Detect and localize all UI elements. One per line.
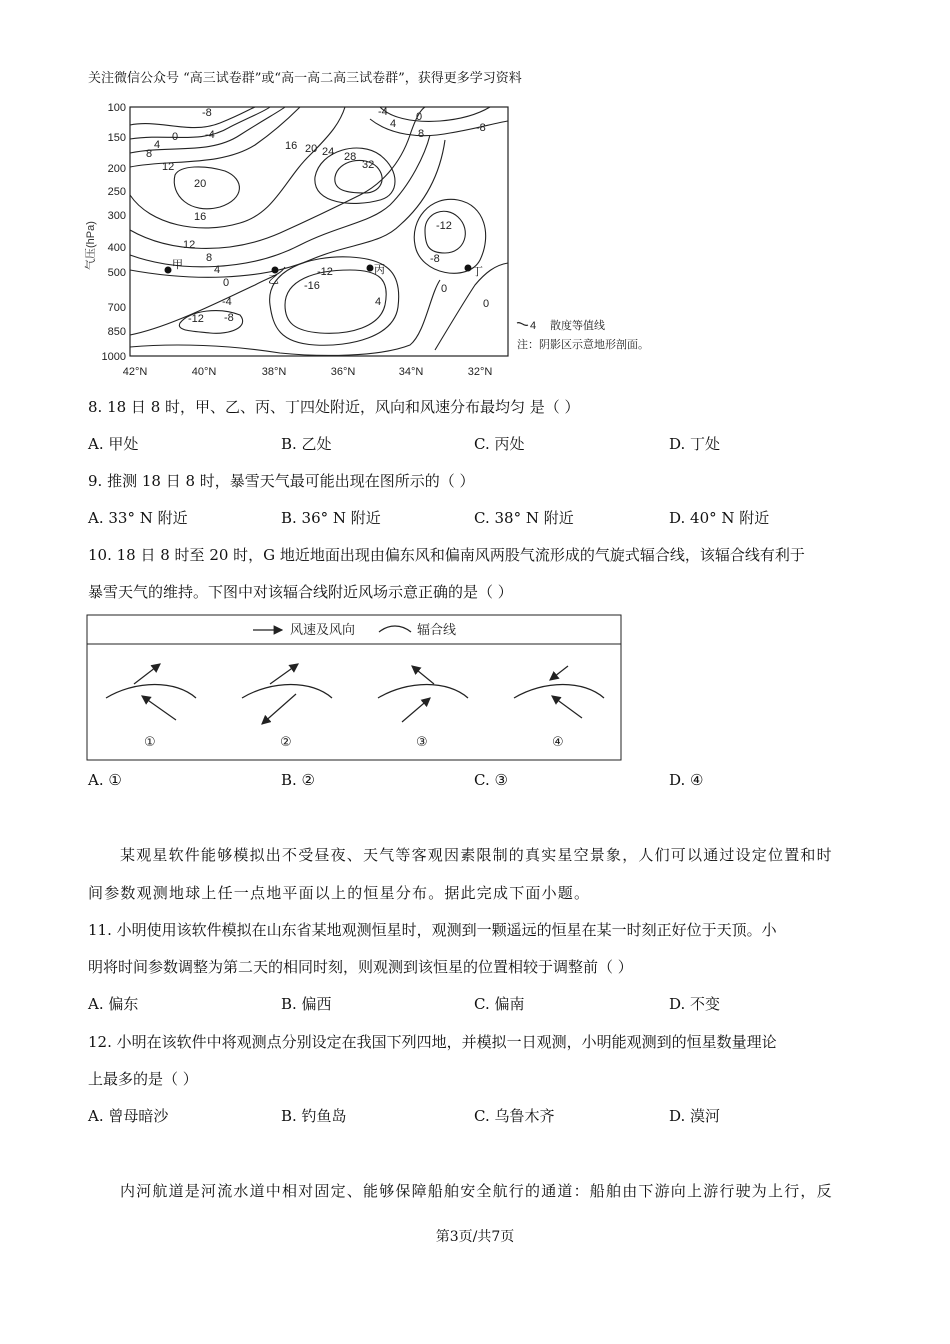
q8-stem: 8. 18 日 8 时，甲、乙、丙、丁四处附近，风向和风速分布最均匀 是（ ） <box>88 398 580 416</box>
q11-option-d[interactable]: D. 不变 <box>669 995 721 1013</box>
contour-label: 12 <box>183 239 196 251</box>
q11-stem-line1: 11. 小明使用该软件模拟在山东省某地观测恒星时，观测到一颗遥远的恒星在某一时刻正好位于天顶。小 <box>88 921 777 939</box>
legend-value: 4 <box>530 320 537 332</box>
convergence-curve <box>514 685 604 699</box>
contour-label: -12 <box>317 266 333 278</box>
passage2-line1: 内河航道是河流水道中相对固定、能够保障船舶安全航行的通道：船舶由下游向上游行驶为上行，反 <box>120 1182 833 1200</box>
contour-label: -4 <box>378 106 388 118</box>
contour-label: -8 <box>430 253 440 265</box>
chart-note: 注：阴影区示意地形剖面。 <box>517 339 649 351</box>
contour-label: 4 <box>375 296 382 308</box>
chart-legend <box>517 318 649 351</box>
contour-label: -4 <box>205 129 215 141</box>
contour-label: 4 <box>154 139 161 151</box>
contour-label: 16 <box>194 211 207 223</box>
q8-option-d[interactable]: D. 丁处 <box>669 435 721 453</box>
convergence-curve <box>378 685 468 699</box>
contour-label: 20 <box>194 178 207 190</box>
q8-option-c[interactable]: C. 丙处 <box>474 435 525 453</box>
page-number: 第3页/共7页 <box>435 1229 515 1245</box>
point-ding <box>465 265 472 272</box>
contour-label: -12 <box>436 220 452 232</box>
q10-option-c[interactable]: C. ③ <box>474 771 508 789</box>
y-axis-label: 气压(hPa) <box>85 221 97 270</box>
y-tick: 250 <box>107 186 126 198</box>
wind-arrow <box>412 666 434 684</box>
contour-label: -12 <box>188 313 204 325</box>
q11-stem-line2: 明将时间参数调整为第二天的相同时刻，则观测到该恒星的位置相较于调整前（ ） <box>88 958 633 976</box>
contour-label: 0 <box>483 298 490 310</box>
x-tick: 32°N <box>467 366 493 378</box>
x-tick: 34°N <box>398 366 424 378</box>
panel-label: ④ <box>552 734 564 749</box>
contour-label: 0 <box>416 111 423 123</box>
x-ticks <box>123 366 493 378</box>
wind-arrow <box>142 696 176 720</box>
q8-option-b[interactable]: B. 乙处 <box>281 435 332 453</box>
contour-label: 20 <box>305 143 318 155</box>
passage1-line1: 某观星软件能够模拟出不受昼夜、天气等客观因素限制的真实星空景象，人们可以通过设定位置和时 <box>120 846 833 864</box>
x-tick: 40°N <box>191 366 217 378</box>
contour-label: 8 <box>418 128 425 140</box>
wind-arrow <box>552 696 582 718</box>
point-label: 丙 <box>374 264 385 276</box>
q10-stem-line1: 10. 18 日 8 时至 20 时，G 地近地面出现由偏东风和偏南风两股气流形成的气旋式辐合线，该辐合线有利于 <box>88 546 805 564</box>
q11-option-c[interactable]: C. 偏南 <box>474 995 525 1013</box>
y-tick: 150 <box>107 132 126 144</box>
contour-label: 8 <box>146 148 153 160</box>
convergence-curve <box>106 685 196 699</box>
wind-arrow <box>402 698 430 722</box>
contour-label: -16 <box>304 280 320 292</box>
q12-option-d[interactable]: D. 漠河 <box>669 1107 721 1125</box>
q12-stem-line2: 上最多的是（ ） <box>88 1070 198 1088</box>
contour-label: 0 <box>441 283 448 295</box>
panel-label: ③ <box>416 734 428 749</box>
point-label: 丁 <box>472 266 483 278</box>
legend-curve-label: 辐合线 <box>417 622 457 637</box>
header-note: 关注微信公众号 “高三试卷群”或“高一高二高三试卷群”，获得更多学习资料 <box>88 71 522 86</box>
q10-option-d[interactable]: D. ④ <box>669 771 704 789</box>
y-ticks <box>102 102 126 363</box>
q12-option-b[interactable]: B. 钓鱼岛 <box>281 1107 347 1125</box>
point-jia <box>165 267 172 274</box>
y-tick: 100 <box>107 102 126 114</box>
q11-option-b[interactable]: B. 偏西 <box>281 995 332 1013</box>
contour-label: 16 <box>285 140 298 152</box>
wind-arrow <box>550 666 568 680</box>
y-tick: 1000 <box>101 351 126 363</box>
q11-option-a[interactable]: A. 偏东 <box>88 995 139 1013</box>
panel-label: ② <box>280 734 292 749</box>
contour-label: 8 <box>206 252 213 264</box>
q9-option-d[interactable]: D. 40° N 附近 <box>669 509 770 527</box>
x-tick: 36°N <box>330 366 356 378</box>
q8-option-a[interactable]: A. 甲处 <box>88 435 139 453</box>
q9-stem: 9. 推测 18 日 8 时，暴雪天气最可能出现在图所示的（ ） <box>88 472 475 490</box>
wind-arrow <box>134 664 160 684</box>
legend-arrow-label: 风速及风向 <box>290 622 356 637</box>
contour-label: -8 <box>224 312 234 324</box>
q12-stem-line1: 12. 小明在该软件中将观测点分别设定在我国下列四地，并模拟一日观测，小明能观测到的恒星数量理论 <box>88 1033 777 1051</box>
contour-label: 32 <box>362 159 375 171</box>
y-tick: 700 <box>107 302 126 314</box>
point-label: 甲 <box>172 259 183 271</box>
legend-line-icon <box>517 323 528 326</box>
wind-arrow <box>262 694 296 724</box>
y-tick: 200 <box>107 163 126 175</box>
y-tick: 500 <box>107 267 126 279</box>
contour-label: 24 <box>322 146 335 158</box>
q12-option-a[interactable]: A. 曾母暗沙 <box>88 1107 169 1125</box>
point-yi <box>272 267 279 274</box>
q10-option-a[interactable]: A. ① <box>88 771 122 789</box>
contour-label: 0 <box>172 131 179 143</box>
point-bing <box>367 265 374 272</box>
convergence-line-figure <box>86 614 624 762</box>
point-label: 乙 <box>268 274 279 286</box>
contour-label: 4 <box>390 118 397 130</box>
panel-label: ① <box>144 734 156 749</box>
divergence-contour-chart <box>80 95 690 385</box>
q12-option-c[interactable]: C. 乌鲁木齐 <box>474 1107 555 1125</box>
q10-stem-line2: 暴雪天气的维持。下图中对该辐合线附近风场示意正确的是（ ） <box>88 583 513 601</box>
contour-label: -4 <box>222 296 232 308</box>
q9-option-c[interactable]: C. 38° N 附近 <box>474 509 574 527</box>
contour-label: -8 <box>202 107 212 119</box>
contour-label: 0 <box>223 277 230 289</box>
contour-label: 4 <box>214 264 221 276</box>
convergence-curve <box>242 685 332 699</box>
wind-arrow <box>270 664 298 684</box>
q9-option-a[interactable]: A. 33° N 附近 <box>88 509 188 527</box>
y-tick: 300 <box>107 210 126 222</box>
legend-curve-icon <box>379 626 411 632</box>
q9-option-b[interactable]: B. 36° N 附近 <box>281 509 381 527</box>
x-tick: 38°N <box>261 366 287 378</box>
contour-label: 12 <box>162 161 175 173</box>
legend-label: 散度等值线 <box>550 320 605 332</box>
passage1-line2: 间参数观测地球上任一点地平面以上的恒星分布。据此完成下面小题。 <box>88 884 591 902</box>
contour-label: 28 <box>344 151 357 163</box>
y-tick: 400 <box>107 242 126 254</box>
contour-label: -8 <box>476 122 486 134</box>
q10-option-b[interactable]: B. ② <box>281 771 316 789</box>
y-tick: 850 <box>107 326 126 338</box>
x-tick: 42°N <box>122 366 148 378</box>
